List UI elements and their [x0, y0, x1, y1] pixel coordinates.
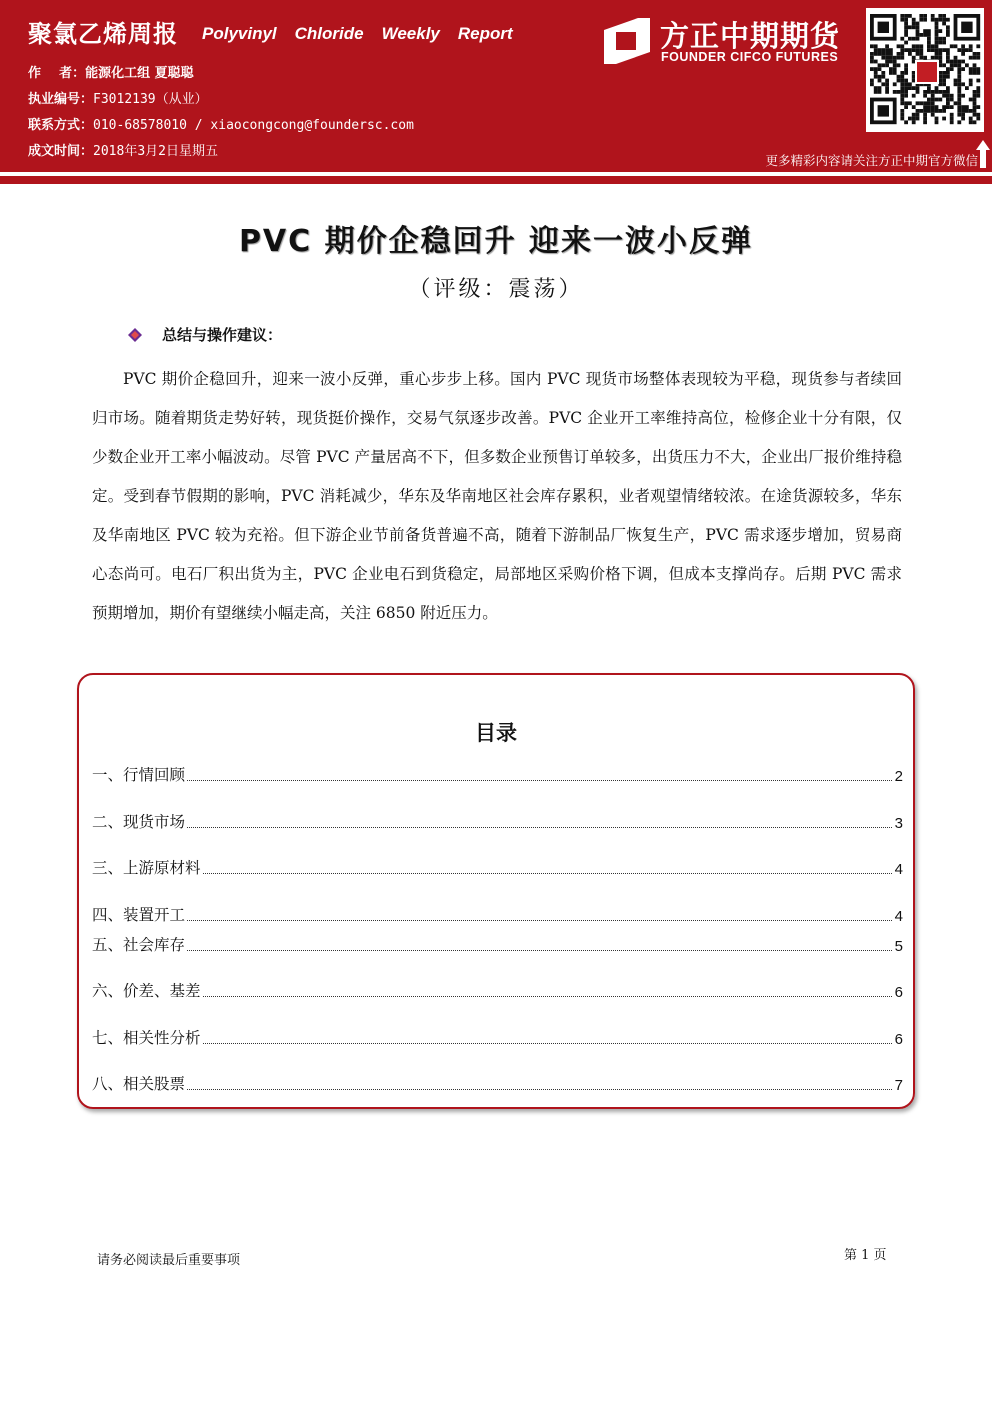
toc-item-label: 七、相关性分析 — [92, 1029, 201, 1047]
summary-paragraph-text: PVC 期价企稳回升，迎来一波小反弹，重心步步上移。国内 PVC 现货市场整体表现较为平稳，现货参与者续回归市场。随着期货走势好转，现货挺价操作，交易气氛逐步改善。PVC 企业开工率维持高位，检修企业十分有限，仅少数企业开工率小幅波动。尽管 PVC 产量居高不下，但多数企业预售订单较多，出货压力不大，企业出厂报价维持稳定。受到春节假期的影响，PVC 消耗减少，华东及华南地区社会库存累积，业者观望情绪较浓。在途货源较多，华东及华南地区 PVC 较为充裕。但下游企业节前备货普遍不高，随着下游制品厂恢复生产，PVC 需求逐步增加，贸易商心态尚可。电石厂积出货为主，PVC 企业电石到货稳定，局部地区采购价格下调，但成本支撑尚存。后期 PVC 需求预期增加，期价有望继续小幅走高，关注 6850 附近压力。 — [92, 370, 902, 622]
founder-logo-icon — [604, 18, 650, 64]
summary-heading-text: 总结与操作建议： — [162, 326, 283, 344]
toc-item[interactable] — [92, 856, 903, 878]
license-label: 执业编号： — [28, 92, 94, 107]
wechat-follow-note: 更多精彩内容请关注方正中期官方微信 — [765, 153, 978, 168]
toc-leader-dots — [187, 920, 892, 921]
toc-item-label: 四、装置开工 — [92, 906, 186, 924]
toc-item[interactable] — [92, 1072, 903, 1094]
report-rating: （评级：震荡） — [408, 277, 584, 302]
toc-item-label: 六、价差、基差 — [92, 982, 201, 1000]
footer-notice: 请务必阅读最后重要事项 — [97, 1253, 241, 1268]
contact-value[interactable]: 010-68578010 / xiaocongcong@foundersc.com — [93, 118, 414, 133]
author-line — [28, 62, 194, 81]
qr-center-badge-icon — [915, 60, 939, 84]
toc-leader-dots — [203, 873, 892, 874]
toc-item-page: 2 — [894, 768, 903, 785]
author-value: 能源化工组 夏聪聪 — [85, 66, 194, 81]
date-line — [28, 140, 218, 159]
toc-item[interactable] — [92, 810, 903, 832]
toc-leader-dots — [187, 780, 892, 781]
toc-item[interactable] — [92, 903, 903, 925]
page-number: 第 1 页 — [844, 1248, 887, 1263]
contact-label: 联系方式： — [28, 118, 94, 133]
logo-text-cn: 方正中期期货 — [660, 19, 841, 53]
series-title-en — [202, 24, 513, 44]
toc-leader-dots — [203, 996, 892, 997]
summary-paragraph — [92, 360, 902, 633]
company-logo — [604, 14, 860, 70]
toc-item[interactable] — [92, 1026, 903, 1048]
toc-item[interactable] — [92, 763, 903, 785]
toc-leader-dots — [187, 950, 892, 951]
contact-line — [28, 114, 414, 133]
report-title: PVC 期价企稳回升 迎来一波小反弹 — [238, 224, 754, 259]
toc-item[interactable] — [92, 979, 903, 1001]
toc-item-page: 4 — [894, 861, 903, 878]
series-title-en-word: Weekly — [381, 24, 440, 43]
toc-item[interactable] — [92, 933, 903, 955]
report-header — [0, 0, 992, 172]
toc-item-label: 五、社会库存 — [92, 936, 186, 954]
toc-leader-dots — [187, 1089, 892, 1090]
toc-item-page: 3 — [894, 815, 903, 832]
toc-leader-dots — [187, 827, 892, 828]
date-label: 成文时间： — [28, 144, 94, 159]
author-label: 作 者： — [28, 66, 86, 81]
logo-text-en: FOUNDER CIFCO FUTURES — [661, 50, 839, 64]
series-title-en-word: Report — [457, 24, 513, 43]
table-of-contents — [77, 673, 915, 1109]
toc-leader-dots — [203, 1043, 892, 1044]
toc-title: 目录 — [475, 721, 517, 745]
bullet-diamond-icon — [128, 328, 142, 342]
toc-item-label: 一、行情回顾 — [92, 766, 186, 784]
series-title-en-word: Chloride — [294, 24, 364, 43]
toc-item-label: 二、现货市场 — [92, 813, 186, 831]
toc-item-label: 三、上游原材料 — [92, 859, 201, 877]
summary-heading — [128, 324, 282, 345]
header-divider — [0, 176, 992, 184]
toc-item-page: 7 — [894, 1077, 903, 1094]
series-title-en-word: Polyvinyl — [202, 24, 277, 43]
license-line — [28, 88, 208, 107]
toc-item-page: 5 — [894, 938, 903, 955]
toc-item-page: 6 — [894, 1031, 903, 1048]
toc-item-page: 4 — [894, 908, 903, 925]
arrow-up-icon — [976, 140, 990, 168]
date-value: 2018年3月2日星期五 — [93, 144, 218, 159]
series-title-cn: 聚氯乙烯周报 — [28, 20, 178, 48]
toc-item-page: 6 — [894, 984, 903, 1001]
license-value: F3012139（从业） — [93, 92, 208, 107]
toc-item-label: 八、相关股票 — [92, 1075, 186, 1093]
wechat-qr-code — [866, 8, 984, 132]
